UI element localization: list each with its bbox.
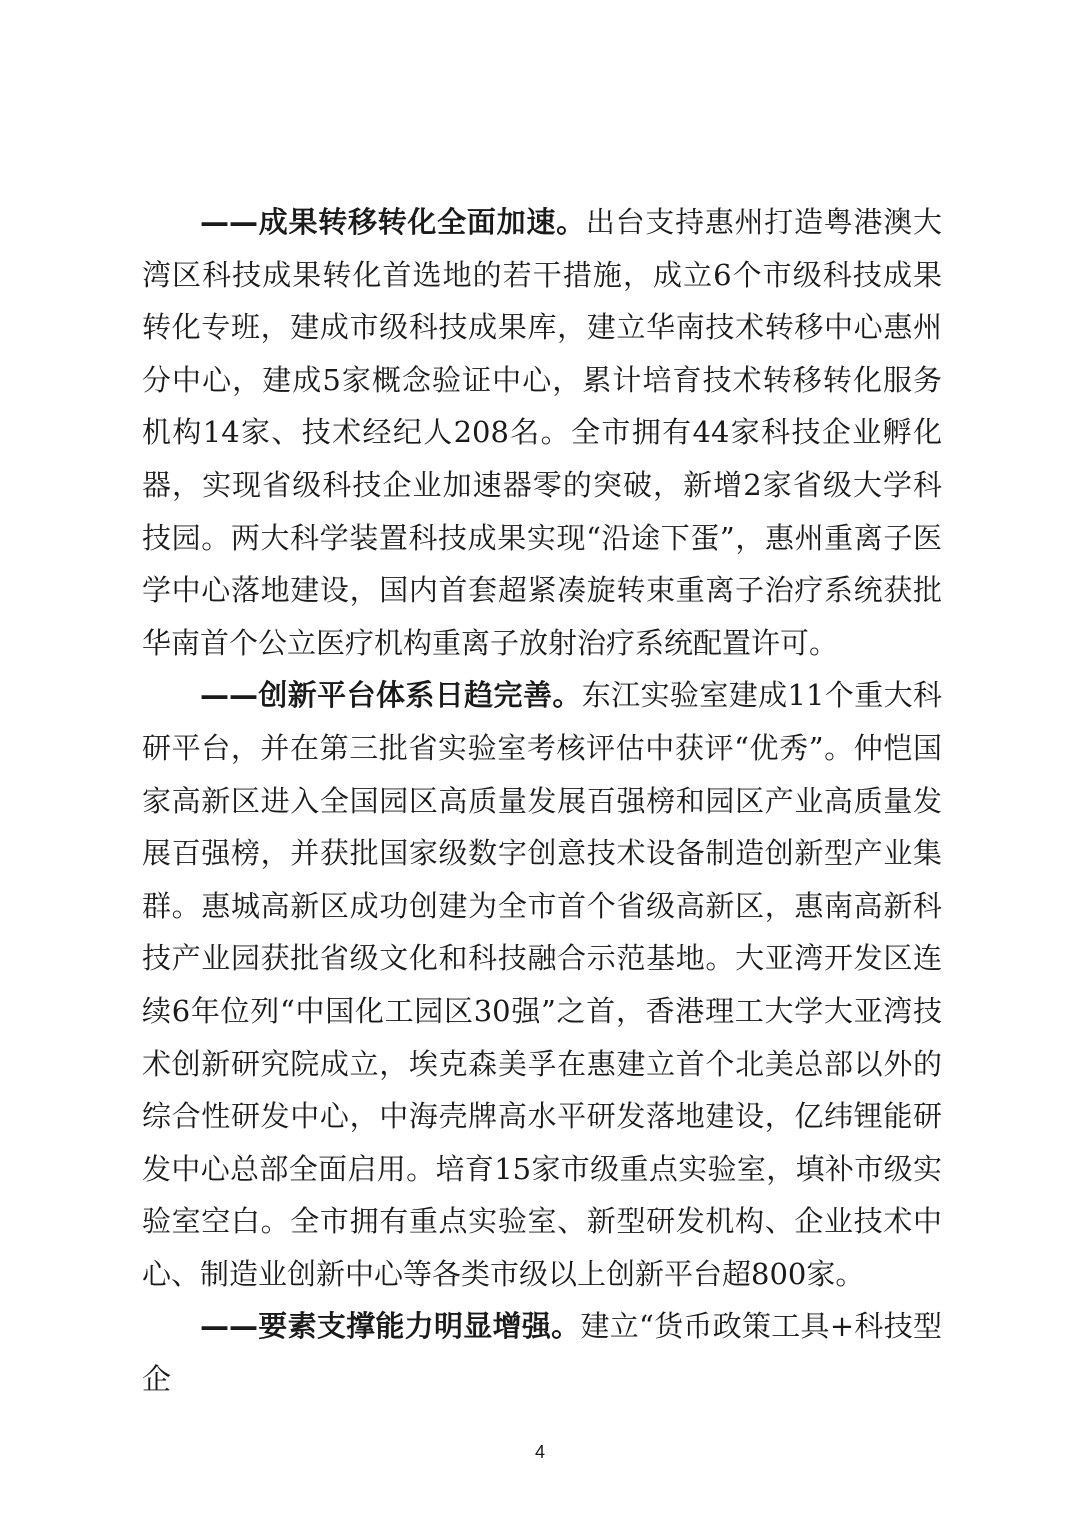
paragraph-lead: ——要素支撑能力明显增强。	[200, 1309, 581, 1344]
page-number: 4	[534, 1442, 545, 1462]
paragraph-text: 东江实验室建成11个重大科研平台，并在第三批省实验室考核评估中获评“优秀”。仲恺国家高新区进入全国园区高质量发展百强榜和园区产业高质量发展百强榜，并获批国家级数字创意技术设备制造创新型产业集群。惠城高新区成功创建为全市首个省级高新区，惠南高新科技产业园获批省级文化和科技融合示范基地。大亚湾开发区连续6年位列“中国化工园区30强”之首，香港理工大学大亚湾技术创新研究院成立，埃克森美孚在惠建立首个北美总部以外的综合性研发中心，中海壳牌高水平研发落地建设，亿纬锂能研发中心总部全面启用。培育15家市级重点实验室，填补市级实验室空白。全市拥有重点实验室、新型研发机构、企业技术中心、制造业创新中心等各类市级以上创新平台超800家。	[142, 678, 942, 1291]
paragraph-lead: ——创新平台体系日趋完善。	[200, 678, 582, 713]
paragraph-tech-transfer	[142, 196, 942, 669]
paragraph-lead: ——成果转移转化全面加速。	[200, 205, 586, 239]
paragraph-innovation-platforms	[142, 669, 942, 1300]
paragraph-text: 出台支持惠州打造粤港澳大湾区科技成果转化首选地的若干措施，成立6个市级科技成果转化专班，建成市级科技成果库，建立华南技术转移中心惠州分中心，建成5家概念验证中心，累计培育技术转移转化服务机构14家、技术经纪人208名。全市拥有44家科技企业孵化器，实现省级科技企业加速器零的突破，新增2家省级大学科技园。两大科学装置科技成果实现“沿途下蛋”，惠州重离子医学中心落地建设，国内首套超紧凑旋转束重离子治疗系统获批华南首个公立医疗机构重离子放射治疗系统配置许可。	[142, 205, 942, 660]
paragraph-factor-support	[142, 1300, 942, 1405]
paragraph-text: 建立“货币政策工具+科技型企	[142, 1309, 942, 1397]
document-body	[142, 196, 942, 1406]
